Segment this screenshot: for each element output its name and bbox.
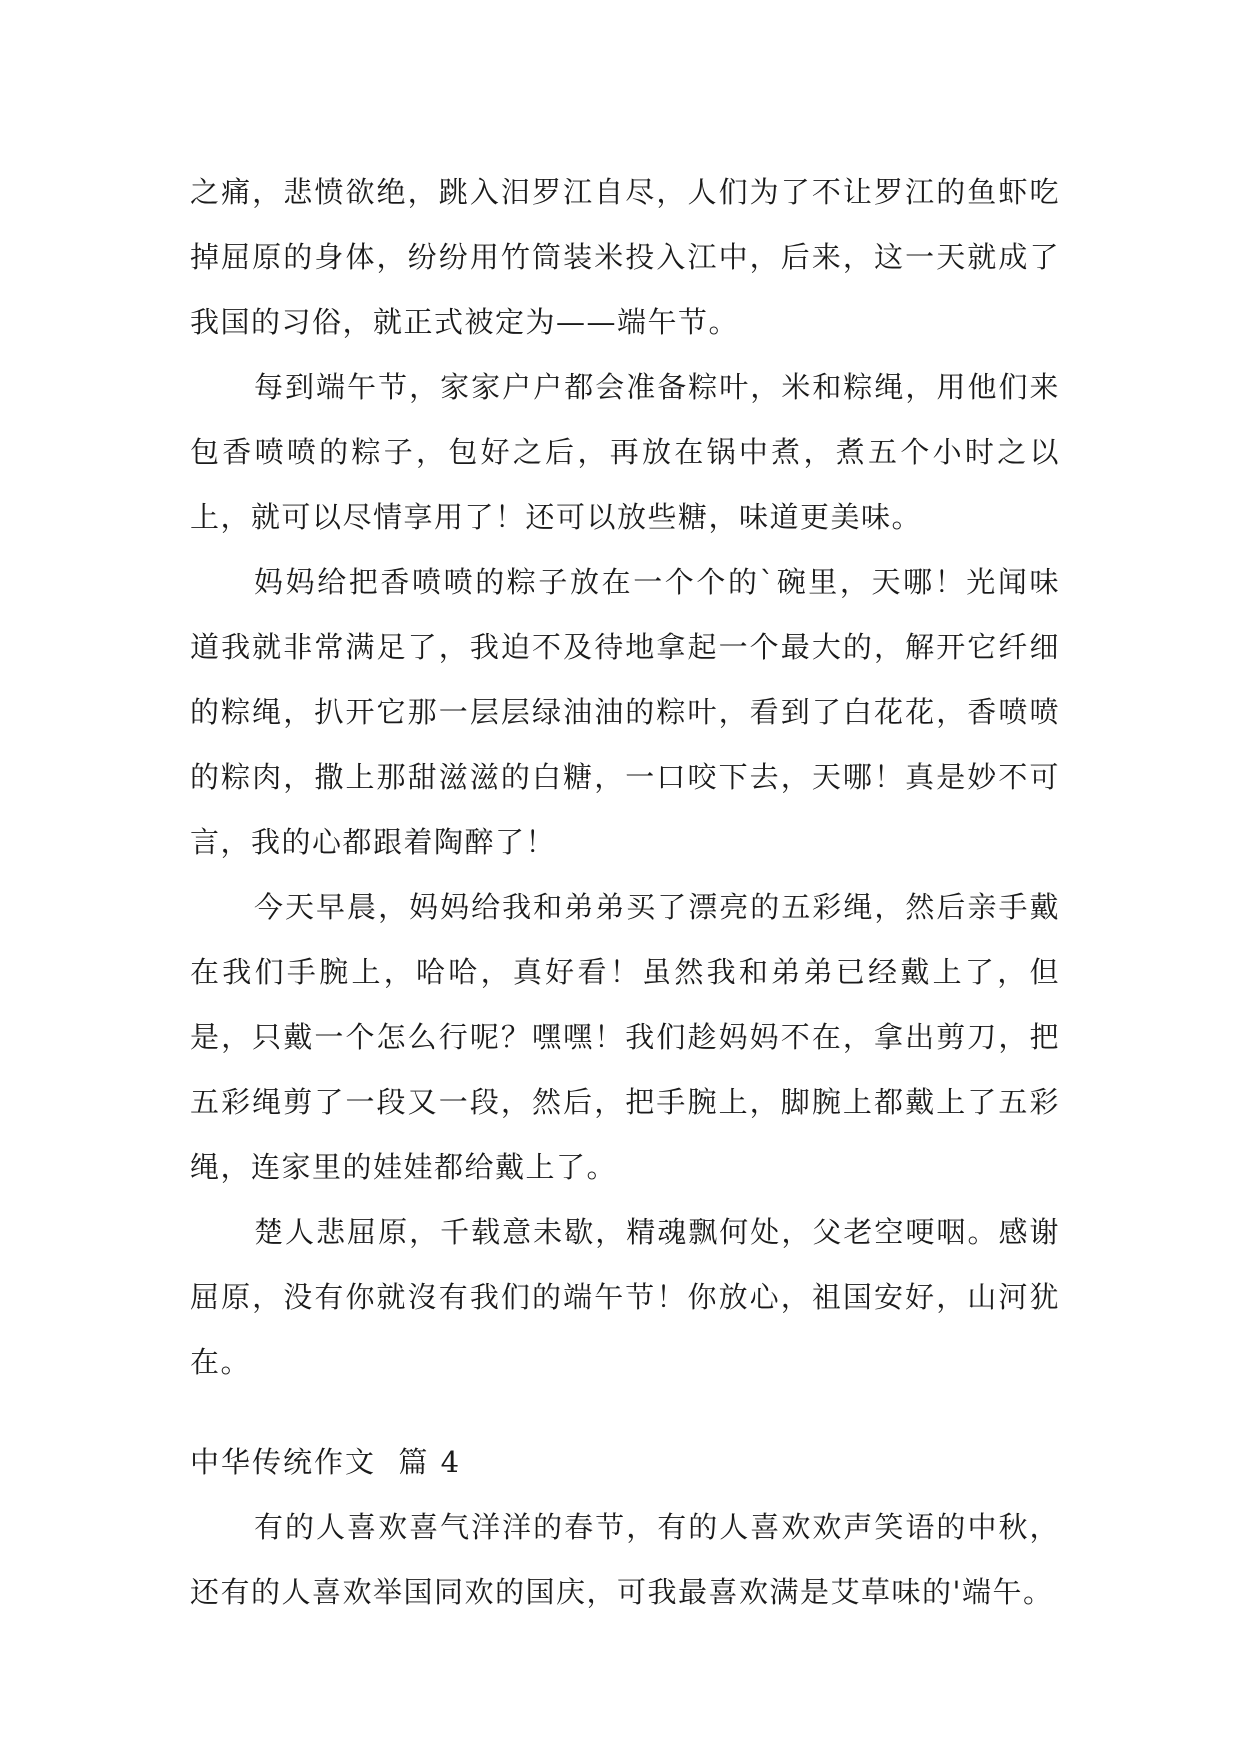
paragraph-5: 楚人悲屈原，千载意未歇，精魂飘何处，父老空哽咽。感谢屈原，没有你就沒有我们的端午节！你放心，祖国安好，山河犹在。 <box>190 1215 1060 1379</box>
paragraph-3: 妈妈给把香喷喷的粽子放在一个个的`碗里，天哪！光闻味道我就非常满足了，我迫不及待地拿起一个最大的，解开它纤细的粽绳，扒开它那一层层绿油油的粽叶，看到了白花花，香喷喷的粽肉，撒上那甜滋滋的白糖，一口咬下去，天哪！真是妙不可言，我的心都跟着陶醉了！ <box>190 565 1060 859</box>
paragraph-2: 每到端午节，家家户户都会准备粽叶，米和粽绳，用他们来包香喷喷的粽子，包好之后，再放在锅中煮，煮五个小时之以上，就可以尽情享用了！还可以放些糖，味道更美味。 <box>190 370 1060 534</box>
paragraph-4: 今天早晨，妈妈给我和弟弟买了漂亮的五彩绳，然后亲手戴在我们手腕上，哈哈，真好看！虽然我和弟弟已经戴上了，但是，只戴一个怎么行呢？嘿嘿！我们趁妈妈不在，拿出剪刀，把五彩绳剪了一段又一段，然后，把手腕上，脚腕上都戴上了五彩绳，连家里的娃娃都给戴上了。 <box>190 890 1060 1184</box>
document-page <box>190 160 1060 1625</box>
section-gap <box>190 1395 1060 1430</box>
section-title: 中华传统作文 篇 4 <box>190 1445 462 1479</box>
paragraph-6: 有的人喜欢喜气洋洋的春节，有的人喜欢欢声笑语的中秋，还有的人喜欢举国同欢的国庆，可我最喜欢满是艾草味的'端午。 <box>190 1510 1060 1609</box>
paragraph-1: 之痛，悲愤欲绝，跳入汨罗江自尽，人们为了不让罗江的鱼虾吃掉屈原的身体，纷纷用竹筒装米投入江中，后来，这一天就成了我国的习俗，就正式被定为——端午节。 <box>190 175 1060 339</box>
